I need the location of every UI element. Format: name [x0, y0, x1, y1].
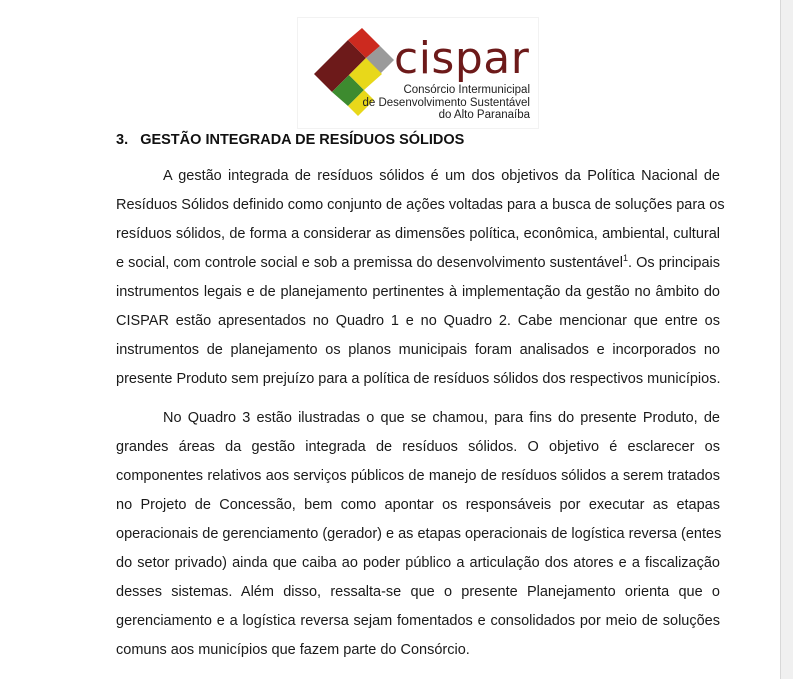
logo-wordmark: cispar [394, 33, 530, 84]
paragraph-line: resíduos sólidos, de forma a considerar as dimensões política, econômica, ambiental, cultural [116, 226, 720, 242]
paragraph-line: No Quadro 3 estão ilustradas o que se chamou, para fins do presente Produto, de [163, 410, 720, 426]
paragraph-line: comuns aos municípios que fazem parte do Consórcio. [116, 642, 470, 658]
paragraph-line: do setor privado) ainda que caiba ao poder público a articulação dos atores e a fiscalização [116, 555, 720, 571]
paragraph-line: presente Produto sem prejuízo para a política de resíduos sólidos dos respectivos municípios. [116, 371, 721, 387]
paragraph-line: operacionais de gerenciamento (gerador) e as etapas operacionais de logística reversa (entes [116, 526, 722, 542]
paragraph-line: grandes áreas da gestão integrada de resíduos sólidos. O objetivo é esclarecer os [116, 439, 720, 455]
cispar-logo [298, 18, 538, 128]
paragraph-line: CISPAR estão apresentados no Quadro 1 e no Quadro 2. Cabe mencionar que entre os [116, 313, 720, 329]
paragraph-line: gerenciamento e a logística reversa sejam fomentados e consolidados por meio de soluções [116, 613, 720, 629]
paragraph-line: instrumentos legais e de planejamento pertinentes à implementação da gestão no âmbito do [116, 284, 720, 300]
section-number: 3. [116, 132, 129, 148]
paragraph-line: Resíduos Sólidos definido como conjunto de ações voltadas para a busca de soluções para os [116, 197, 725, 213]
paragraph-text: . Os principais [627, 255, 720, 271]
footnote-reference[interactable]: 1 [622, 253, 628, 264]
paragraph-line: desses sistemas. Além disso, ressalta-se que o presente Planejamento orienta que o [116, 584, 720, 600]
section-heading [116, 132, 464, 148]
logo-subtitle-line: Consórcio Intermunicipal [403, 84, 530, 96]
paragraph-line: no Projeto de Concessão, bem como apontar os responsáveis por executar as etapas [116, 497, 720, 513]
logo-subtitle-line: do Alto Paranaíba [438, 109, 530, 121]
paragraph-line: instrumentos de planejamento os planos municipais foram analisados e incorporados no [116, 342, 720, 358]
logo-subtitle [338, 84, 530, 122]
paragraph-line-with-footnote [116, 254, 720, 272]
logo-subtitle-line: de Desenvolvimento Sustentável [362, 96, 530, 109]
vertical-scrollbar[interactable] [780, 0, 793, 679]
paragraph-line: A gestão integrada de resíduos sólidos é um dos objetivos da Política Nacional de [163, 168, 720, 184]
paragraph-line: componentes relativos aos serviços públicos de manejo de resíduos sólidos a serem tratados [116, 468, 720, 484]
paragraph-text: e social, com controle social e sob a premissa do desenvolvimento sustentável [116, 255, 623, 271]
section-title: GESTÃO INTEGRADA DE RESÍDUOS SÓLIDOS [140, 132, 465, 148]
